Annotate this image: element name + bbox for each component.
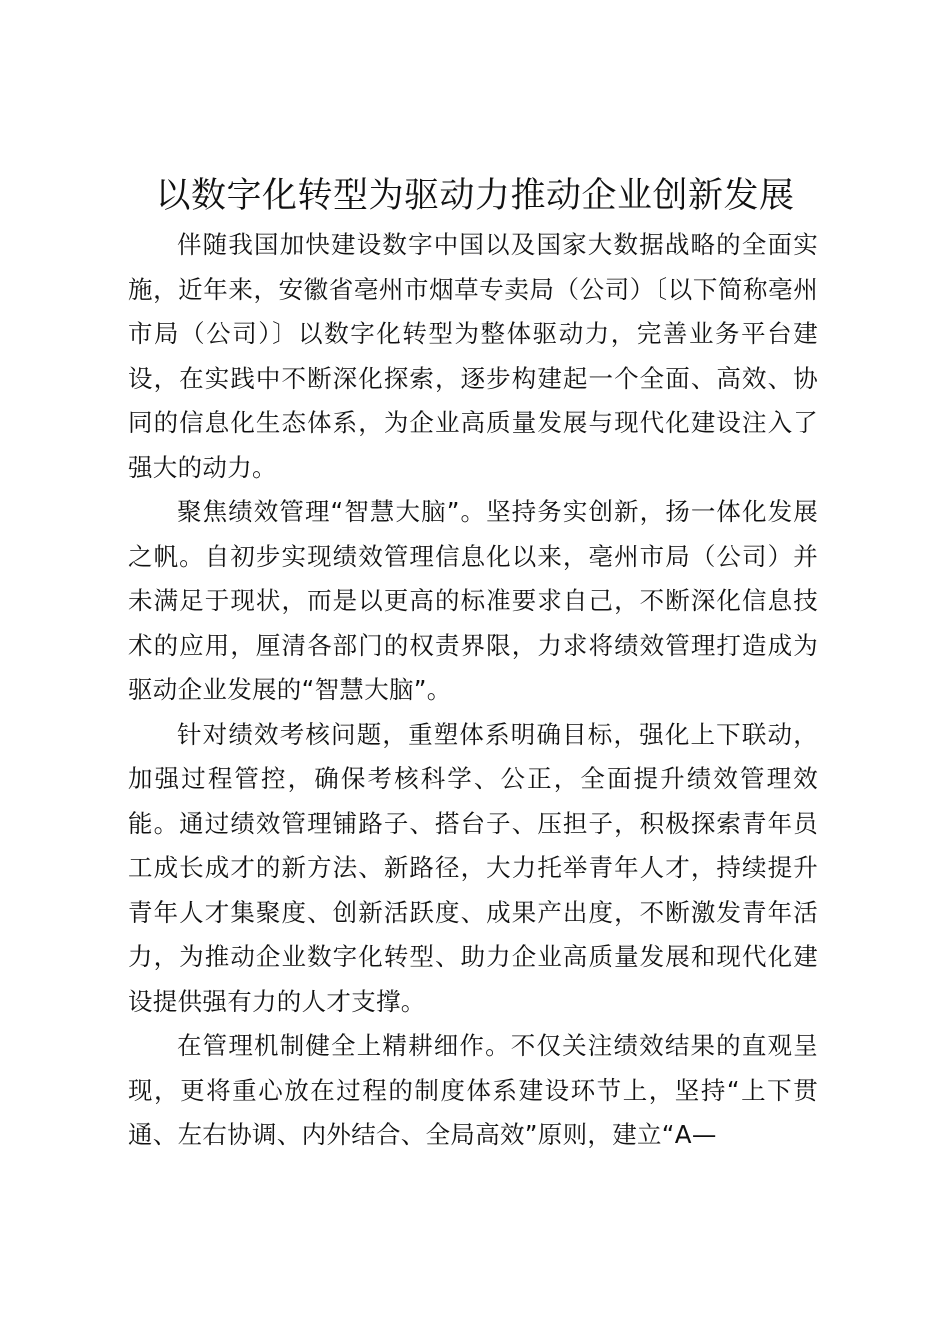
- paragraph-intro: 伴随我国加快建设数字中国以及国家大数据战略的全面实施，近年来，安徽省亳州市烟草专卖局（公司）〔以下简称亳州市局（公司）〕以数字化转型为整体驱动力，完善业务平台建设，在实践中不断深化探索，逐步构建起一个全面、高效、协同的信息化生态体系，为企业高质量发展与现代化建设注入了强大的动力。: [128, 230, 818, 482]
- paragraph-performance-assessment: 针对绩效考核问题，重塑体系明确目标，强化上下联动，加强过程管控，确保考核科学、公正，全面提升绩效管理效能。通过绩效管理铺路子、搭台子、压担子，积极探索青年员工成长成才的新方法、新路径，大力托举青年人才，持续提升青年人才集聚度、创新活跃度、成果产出度，不断激发青年活力，为推动企业数字化转型、助力企业高质量发展和现代化建设提供强有力的人才支撑。: [128, 719, 818, 1016]
- document-body: [128, 223, 818, 1158]
- paragraph-management-mechanism: 在管理机制健全上精耕细作。不仅关注绩效结果的直观呈现，更将重心放在过程的制度体系建设环节上，坚持“上下贯通、左右协调、内外结合、全局高效”原则，建立“A—: [128, 1031, 818, 1149]
- document-title: 以数字化转型为驱动力推动企业创新发展: [155, 176, 795, 216]
- paragraph-smart-brain: 聚焦绩效管理“智慧大脑”。坚持务实创新，扬一体化发展之帆。自初步实现绩效管理信息化以来，亳州市局（公司）并未满足于现状，而是以更高的标准要求自己，不断深化信息技术的应用，厘清各部门的权责界限，力求将绩效管理打造成为驱动企业发展的“智慧大脑”。: [128, 497, 818, 704]
